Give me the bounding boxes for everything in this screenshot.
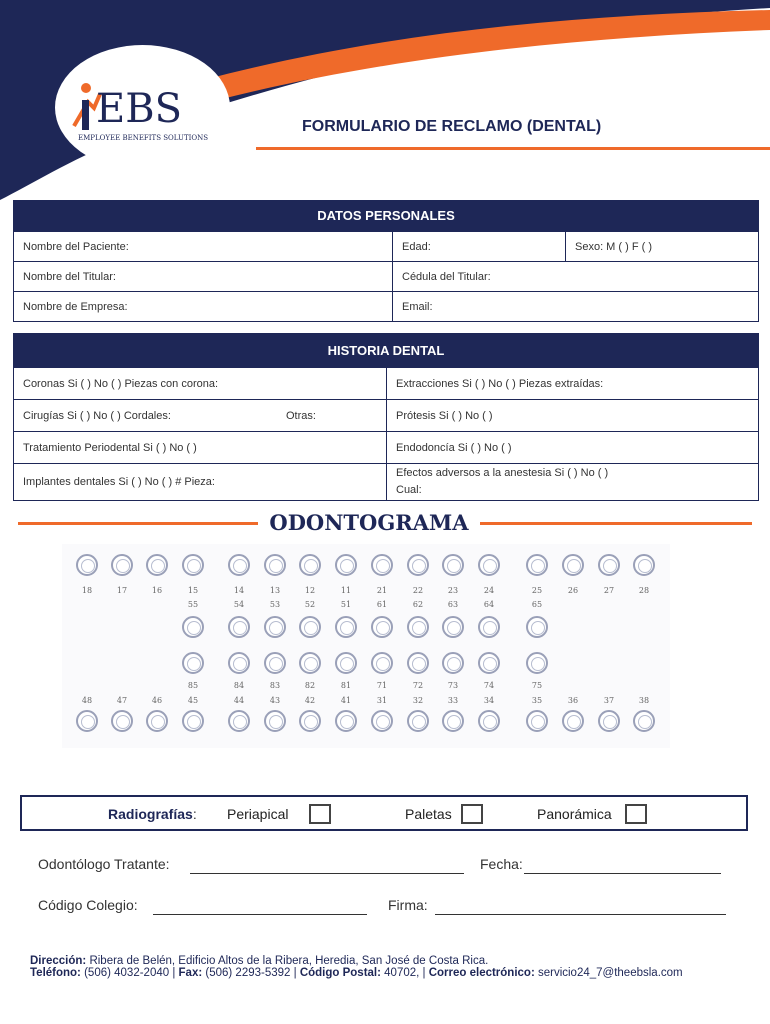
tooth-number-15: 15 [187,586,199,595]
tooth-31[interactable] [371,710,393,732]
tooth-number-83: 83 [269,681,281,690]
tooth-32[interactable] [407,710,429,732]
tooth-55[interactable] [182,616,204,638]
tooth-number-22: 22 [412,586,424,595]
panoramica-checkbox[interactable] [625,804,647,824]
tooth-number-73: 73 [447,681,459,690]
tooth-81[interactable] [335,652,357,674]
tooth-73[interactable] [442,652,464,674]
personal-data-table [13,200,759,322]
tooth-25[interactable] [526,554,548,576]
tooth-number-51: 51 [340,600,352,609]
tooth-number-52: 52 [304,600,316,609]
college-code-line[interactable] [153,914,367,915]
tooth-12[interactable] [299,554,321,576]
odontogram-chart [62,544,670,748]
tooth-number-45: 45 [187,696,199,705]
tooth-51[interactable] [335,616,357,638]
tooth-34[interactable] [478,710,500,732]
tooth-number-43: 43 [269,696,281,705]
tooth-number-46: 46 [151,696,163,705]
college-code-label: Código Colegio: [38,897,138,913]
odontogram-title: ODONTOGRAMA [269,510,469,535]
tooth-number-81: 81 [340,681,352,690]
title-underline [256,147,770,150]
surgery-field[interactable] [14,400,386,431]
tooth-number-38: 38 [638,696,650,705]
tooth-17[interactable] [111,554,133,576]
tooth-number-31: 31 [376,696,388,705]
tooth-11[interactable] [335,554,357,576]
paletas-label: Paletas [405,806,452,822]
tooth-21[interactable] [371,554,393,576]
tooth-43[interactable] [264,710,286,732]
tooth-number-18: 18 [81,586,93,595]
tooth-42[interactable] [299,710,321,732]
tooth-37[interactable] [598,710,620,732]
tooth-47[interactable] [111,710,133,732]
tooth-number-14: 14 [233,586,245,595]
tooth-number-17: 17 [116,586,128,595]
sex-field[interactable]: Sexo: M ( ) F ( ) [565,232,758,261]
footer-address: Dirección: Ribera de Belén, Edificio Altos de la Ribera, Heredia, San José de Costa Rica. [30,955,489,967]
tooth-85[interactable] [182,652,204,674]
patient-name-field[interactable]: Nombre del Paciente: [23,240,129,253]
tooth-64[interactable] [478,616,500,638]
tooth-number-65: 65 [531,600,543,609]
tooth-41[interactable] [335,710,357,732]
tooth-number-26: 26 [567,586,579,595]
tooth-number-42: 42 [304,696,316,705]
tooth-65[interactable] [526,616,548,638]
odontogram-heading [0,508,770,538]
tooth-23[interactable] [442,554,464,576]
history-heading: HISTORIA DENTAL [14,334,758,367]
signature-label: Firma: [388,897,428,913]
which-label: Cual: [396,484,422,496]
tooth-14[interactable] [228,554,250,576]
tooth-61[interactable] [371,616,393,638]
tooth-35[interactable] [526,710,548,732]
tooth-number-23: 23 [447,586,459,595]
age-field[interactable]: Edad: [392,232,565,261]
date-label: Fecha: [480,856,523,872]
form-title: FORMULARIO DE RECLAMO (DENTAL) [302,118,602,135]
tooth-number-48: 48 [81,696,93,705]
odontogram-line-left [18,522,258,525]
tooth-number-25: 25 [531,586,543,595]
prosthesis-field[interactable]: Prótesis Si ( ) No ( ) [386,400,758,431]
tooth-number-71: 71 [376,681,388,690]
tooth-number-34: 34 [483,696,495,705]
radiographs-box [20,795,748,831]
paletas-checkbox[interactable] [461,804,483,824]
tooth-number-63: 63 [447,600,459,609]
surgery-label: Cirugías Si ( ) No ( ) Cordales: [23,409,171,422]
tooth-28[interactable] [633,554,655,576]
tooth-38[interactable] [633,710,655,732]
periapical-checkbox[interactable] [309,804,331,824]
tooth-number-75: 75 [531,681,543,690]
signature-line[interactable] [435,914,726,915]
tooth-71[interactable] [371,652,393,674]
tooth-number-55: 55 [187,600,199,609]
ebs-logo [70,78,220,148]
tooth-number-32: 32 [412,696,424,705]
tooth-63[interactable] [442,616,464,638]
tooth-number-84: 84 [233,681,245,690]
tooth-number-62: 62 [412,600,424,609]
tooth-number-11: 11 [340,586,352,595]
tooth-82[interactable] [299,652,321,674]
tooth-44[interactable] [228,710,250,732]
tooth-number-44: 44 [233,696,245,705]
holder-name-field[interactable]: Nombre del Titular: [23,270,116,283]
tooth-62[interactable] [407,616,429,638]
tooth-number-27: 27 [603,586,615,595]
tooth-33[interactable] [442,710,464,732]
tooth-number-41: 41 [340,696,352,705]
tooth-number-47: 47 [116,696,128,705]
tooth-number-21: 21 [376,586,388,595]
implants-field[interactable]: Implantes dentales Si ( ) No ( ) # Pieza: [23,476,215,488]
date-line[interactable] [524,873,721,874]
tooth-45[interactable] [182,710,204,732]
tooth-83[interactable] [264,652,286,674]
tooth-number-72: 72 [412,681,424,690]
dentist-label: Odontólogo Tratante: [38,856,170,872]
tooth-75[interactable] [526,652,548,674]
endodontics-field[interactable]: Endodoncía Si ( ) No ( ) [386,432,758,463]
tooth-number-28: 28 [638,586,650,595]
dental-history-table [13,333,759,501]
tooth-74[interactable] [478,652,500,674]
tooth-16[interactable] [146,554,168,576]
tooth-48[interactable] [76,710,98,732]
footer-contact: Teléfono: (506) 4032-2040 | Fax: (506) 2293-5392 | Código Postal: 40702, | Correo electrónico: servicio24_7@theebsla.com [30,967,683,979]
tooth-number-37: 37 [603,696,615,705]
tooth-number-13: 13 [269,586,281,595]
company-field[interactable]: Nombre de Empresa: [23,300,128,313]
tooth-46[interactable] [146,710,168,732]
tooth-13[interactable] [264,554,286,576]
tooth-26[interactable] [562,554,584,576]
odontogram-line-right [480,522,752,525]
periapical-label: Periapical [227,806,289,822]
tooth-number-54: 54 [233,600,245,609]
tooth-84[interactable] [228,652,250,674]
tooth-number-82: 82 [304,681,316,690]
tooth-number-61: 61 [376,600,388,609]
other-label: Otras: [286,409,316,422]
tooth-number-35: 35 [531,696,543,705]
dentist-line[interactable] [190,873,464,874]
tooth-22[interactable] [407,554,429,576]
tooth-number-64: 64 [483,600,495,609]
extractions-field[interactable]: Extracciones Si ( ) No ( ) Piezas extraídas: [386,368,758,399]
tooth-number-24: 24 [483,586,495,595]
tooth-18[interactable] [76,554,98,576]
tooth-number-16: 16 [151,586,163,595]
tooth-53[interactable] [264,616,286,638]
tooth-15[interactable] [182,554,204,576]
logo-text: EBS [96,86,182,132]
holder-id-field[interactable]: Cédula del Titular: [392,262,758,291]
periodontal-field[interactable]: Tratamiento Periodental Si ( ) No ( ) [23,441,197,454]
radiographs-label: Radiografías: [108,806,197,822]
tooth-54[interactable] [228,616,250,638]
tooth-number-85: 85 [187,681,199,690]
header-banner [0,0,770,220]
anesthesia-field[interactable] [386,464,758,500]
tooth-number-74: 74 [483,681,495,690]
tooth-number-12: 12 [304,586,316,595]
tooth-number-53: 53 [269,600,281,609]
email-field[interactable]: Email: [392,292,758,321]
tooth-27[interactable] [598,554,620,576]
tooth-36[interactable] [562,710,584,732]
panoramica-label: Panorámica [537,806,612,822]
logo-subtitle: EMPLOYEE BENEFITS SOLUTIONS [78,134,209,142]
crowns-field[interactable]: Coronas Si ( ) No ( ) Piezas con corona: [23,377,219,390]
tooth-number-33: 33 [447,696,459,705]
tooth-72[interactable] [407,652,429,674]
personal-heading: DATOS PERSONALES [14,201,758,231]
tooth-number-36: 36 [567,696,579,705]
tooth-24[interactable] [478,554,500,576]
tooth-52[interactable] [299,616,321,638]
anesthesia-label: Efectos adversos a la anestesia Si ( ) No ( ) [396,467,609,479]
